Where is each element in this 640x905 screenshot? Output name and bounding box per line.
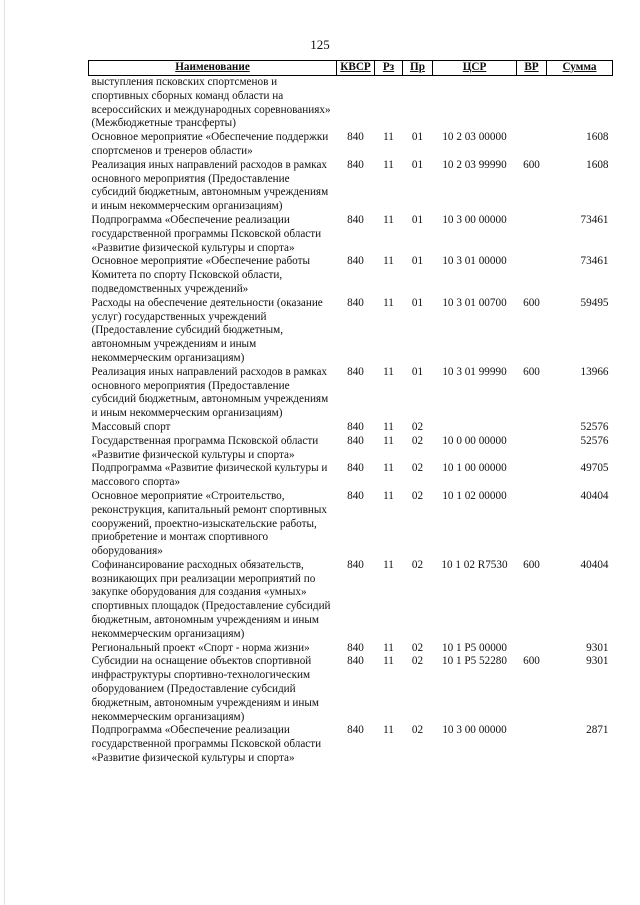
cell-vr xyxy=(517,421,547,435)
cell-csr: 10 1 02 00000 xyxy=(442,489,507,502)
cell-pr: 02 xyxy=(411,420,424,433)
cell-sum: 52576 xyxy=(580,420,609,433)
table-header-row xyxy=(89,61,613,76)
cell-pr: 02 xyxy=(411,724,424,737)
cell-csr xyxy=(433,76,517,132)
cell-vr xyxy=(517,724,547,765)
cell-csr: 10 3 01 00000 xyxy=(442,255,507,268)
cell-pr: 02 xyxy=(411,558,424,571)
table-row xyxy=(89,642,613,656)
cell-rz: 11 xyxy=(383,724,394,737)
cell-name: Государственная программа Псковской области «Развитие физической культуры и спорта» xyxy=(91,434,319,461)
cell-vr xyxy=(517,214,547,255)
cell-rz: 11 xyxy=(383,158,394,171)
table-row xyxy=(89,297,613,366)
cell-name: Реализация иных направлений расходов в рамках основного мероприятия (Предоставление субсидий бюджетным, автономным учреждениям и иным некоммерческим организациям) xyxy=(91,365,329,420)
cell-csr: 10 2 03 99990 xyxy=(442,158,507,171)
cell-vr xyxy=(517,255,547,296)
scan-edge xyxy=(4,0,5,905)
cell-sum: 73461 xyxy=(580,255,609,268)
cell-pr xyxy=(403,76,433,132)
cell-name: Реализация иных направлений расходов в рамках основного мероприятия (Предоставление субсидий бюджетным, автономным учреждениям и иным некоммерческим организациям) xyxy=(91,158,329,213)
table-row xyxy=(89,490,613,559)
header-kvsr: КВСР xyxy=(337,61,375,76)
table-row xyxy=(89,655,613,724)
table-row xyxy=(89,159,613,214)
table-row xyxy=(89,559,613,642)
cell-pr: 01 xyxy=(411,158,424,171)
cell-kvsr: 840 xyxy=(347,434,364,447)
header-csr: ЦСР xyxy=(433,61,517,76)
cell-pr: 01 xyxy=(411,365,424,378)
cell-sum: 52576 xyxy=(580,434,609,447)
cell-vr xyxy=(517,642,547,656)
cell-rz: 11 xyxy=(383,213,394,226)
cell-sum: 9301 xyxy=(586,655,609,668)
cell-kvsr: 840 xyxy=(347,131,364,144)
cell-kvsr: 840 xyxy=(347,724,364,737)
cell-pr: 02 xyxy=(411,641,424,654)
cell-csr: 10 3 00 00000 xyxy=(442,213,507,226)
cell-name: Региональный проект «Спорт - норма жизни» xyxy=(91,641,310,654)
cell-kvsr: 840 xyxy=(347,296,364,309)
cell-kvsr: 840 xyxy=(347,462,364,475)
cell-sum: 9301 xyxy=(586,641,609,654)
cell-pr: 01 xyxy=(411,255,424,268)
cell-rz xyxy=(375,76,403,132)
cell-sum: 73461 xyxy=(580,213,609,226)
cell-pr: 01 xyxy=(411,131,424,144)
header-rz: Рз xyxy=(375,61,403,76)
cell-name: Основное мероприятие «Строительство, реконструкция, капитальный ремонт спортивных сооружений, проектно-изыскательские работы, приобретение и монтаж спортивного оборудования» xyxy=(91,489,327,558)
cell-sum: 1608 xyxy=(586,131,609,144)
table-row xyxy=(89,435,613,463)
cell-vr xyxy=(517,490,547,559)
cell-kvsr: 840 xyxy=(347,558,364,571)
cell-rz: 11 xyxy=(383,641,394,654)
header-pr: Пр xyxy=(403,61,433,76)
cell-rz: 11 xyxy=(383,255,394,268)
cell-sum: 59495 xyxy=(580,296,609,309)
cell-sum: 1608 xyxy=(586,158,609,171)
cell-vr xyxy=(517,76,547,132)
cell-rz: 11 xyxy=(383,558,394,571)
table-row xyxy=(89,255,613,296)
table-row xyxy=(89,366,613,421)
cell-vr: 600 xyxy=(523,365,540,378)
header-vr: ВР xyxy=(517,61,547,76)
cell-name: Подпрограмма «Обеспечение реализации государственной программы Псковской области «Развитие физической культуры и спорта» xyxy=(91,724,322,765)
cell-sum xyxy=(547,76,613,132)
table-row xyxy=(89,214,613,255)
budget-table xyxy=(88,60,613,766)
cell-vr xyxy=(517,462,547,490)
cell-vr xyxy=(517,435,547,463)
cell-kvsr: 840 xyxy=(347,255,364,268)
cell-sum: 13966 xyxy=(580,365,609,378)
cell-pr: 02 xyxy=(411,434,424,447)
table-row xyxy=(89,462,613,490)
cell-rz: 11 xyxy=(383,462,394,475)
cell-name: Подпрограмма «Развитие физической культуры и массового спорта» xyxy=(91,462,328,489)
cell-csr: 10 0 00 00000 xyxy=(442,434,507,447)
cell-name: Основное мероприятие «Обеспечение поддержки спортсменов и тренеров области» xyxy=(91,131,329,157)
cell-vr: 600 xyxy=(523,296,540,309)
cell-kvsr: 840 xyxy=(347,365,364,378)
cell-csr: 10 1 P5 00000 xyxy=(442,641,507,654)
cell-kvsr: 840 xyxy=(347,420,364,433)
cell-kvsr xyxy=(337,76,375,132)
cell-sum: 40404 xyxy=(580,489,609,502)
header-sum: Сумма xyxy=(547,61,613,76)
cell-vr xyxy=(517,131,547,159)
cell-rz: 11 xyxy=(383,296,394,309)
cell-rz: 11 xyxy=(383,434,394,447)
cell-pr: 02 xyxy=(411,462,424,475)
cell-csr: 10 1 02 R7530 xyxy=(441,558,508,571)
cell-kvsr: 840 xyxy=(347,213,364,226)
cell-csr: 10 3 01 00700 xyxy=(442,296,507,309)
cell-pr: 02 xyxy=(411,655,424,668)
cell-sum: 40404 xyxy=(580,558,609,571)
cell-name: Субсидии на оснащение объектов спортивной инфраструктуры спортивно-технологическим оборудованием (Предоставление субсидий бюджетным, автономным учреждениям и иным некоммерческим организациям) xyxy=(91,655,319,723)
table-row xyxy=(89,421,613,435)
cell-name: Массовый спорт xyxy=(91,420,171,433)
cell-name: Софинансирование расходных обязательств, возникающих при реализации мероприятий по закупке оборудования для создания «умных» спортивных площадок (Предоставление субсидий бюджетным, автономным учреждениям и иным некоммерческим организациям) xyxy=(91,558,331,640)
cell-pr: 02 xyxy=(411,489,424,502)
cell-csr: 10 1 00 00000 xyxy=(442,462,507,475)
cell-kvsr: 840 xyxy=(347,641,364,654)
table-row xyxy=(89,76,613,132)
header-name: Наименование xyxy=(89,61,337,76)
cell-name: Расходы на обеспечение деятельности (оказание услуг) государственных учреждений (Предоставление субсидий бюджетным, автономным учреждениям и иным некоммерческим организациям) xyxy=(91,296,323,364)
cell-pr: 01 xyxy=(411,213,424,226)
cell-name: Подпрограмма «Обеспечение реализации государственной программы Псковской области «Развитие физической культуры и спорта» xyxy=(91,213,322,254)
table-row xyxy=(89,131,613,159)
cell-sum: 2871 xyxy=(586,724,609,737)
cell-name: Основное мероприятие «Обеспечение работы Комитета по спорту Псковской области, подведомственных учреждений» xyxy=(91,255,311,295)
cell-rz: 11 xyxy=(383,655,394,668)
cell-kvsr: 840 xyxy=(347,655,364,668)
table-row xyxy=(89,724,613,765)
cell-csr: 10 2 03 00000 xyxy=(442,131,507,144)
cell-vr: 600 xyxy=(523,655,540,668)
cell-vr: 600 xyxy=(523,158,540,171)
cell-csr: 10 3 00 00000 xyxy=(442,724,507,737)
cell-csr xyxy=(433,421,517,435)
table-body xyxy=(89,76,613,766)
cell-vr: 600 xyxy=(523,558,540,571)
cell-pr: 01 xyxy=(411,296,424,309)
cell-csr: 10 1 P5 52280 xyxy=(442,655,507,668)
cell-kvsr: 840 xyxy=(347,158,364,171)
page-number: 125 xyxy=(310,37,330,52)
cell-rz: 11 xyxy=(383,365,394,378)
cell-rz: 11 xyxy=(383,131,394,144)
cell-name: выступления псковских спортсменов и спортивных сборных команд области на всероссийских и международных соревнованиях» (Межбюджетные трансферты) xyxy=(91,76,331,130)
cell-rz: 11 xyxy=(383,489,394,502)
cell-csr: 10 3 01 99990 xyxy=(442,365,507,378)
cell-kvsr: 840 xyxy=(347,489,364,502)
cell-sum: 49705 xyxy=(580,462,609,475)
cell-rz: 11 xyxy=(383,420,394,433)
